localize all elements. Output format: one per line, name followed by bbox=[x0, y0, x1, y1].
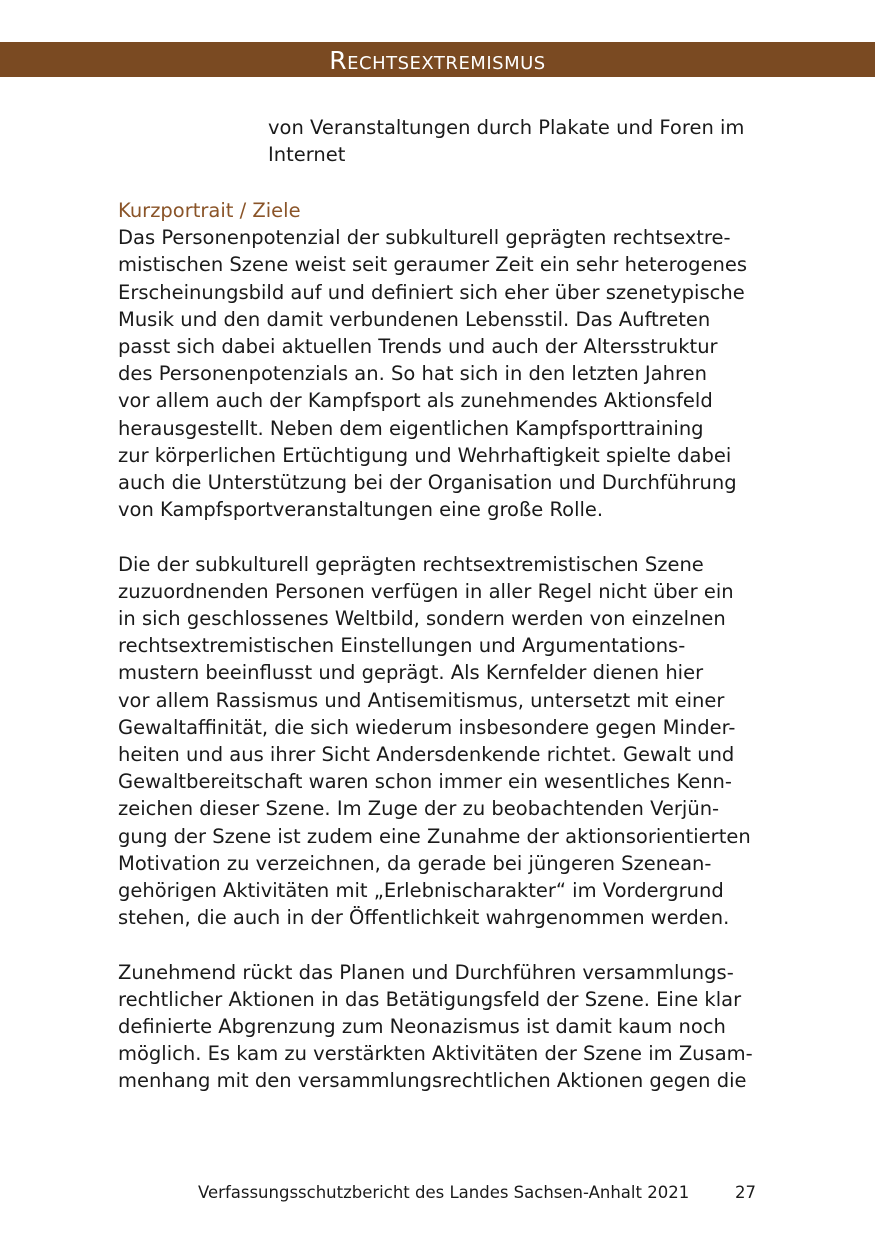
section-heading: Kurzportrait / Ziele bbox=[118, 199, 301, 222]
paragraph-1 bbox=[118, 224, 778, 523]
chapter-title: Rechtsextremismus bbox=[329, 46, 546, 75]
paragraph-line: vor allem auch der Kampfsport als zunehmendes Aktionsfeld bbox=[118, 389, 713, 413]
paragraph-line: Das Personenpotenzial der subkulturell geprägten rechtsextre- bbox=[118, 226, 731, 250]
paragraph-line: Gewaltbereitschaft waren schon immer ein wesentliches Kenn- bbox=[118, 770, 732, 794]
paragraph-line: zeichen dieser Szene. Im Zuge der zu beobachtenden Verjün- bbox=[118, 797, 720, 821]
paragraph-line: vor allem Rassismus und Antisemitismus, untersetzt mit einer bbox=[118, 688, 725, 712]
paragraph-3 bbox=[118, 959, 778, 1095]
paragraph-line: passt sich dabei aktuellen Trends und auch der Altersstruktur bbox=[118, 335, 718, 359]
paragraph-line: mustern beeinflusst und geprägt. Als Kernfelder dienen hier bbox=[118, 661, 704, 685]
paragraph-line: gung der Szene ist zudem eine Zunahme der aktionsorientierten bbox=[118, 824, 751, 848]
paragraph-line: Gewaltaffinität, die sich wiederum insbesondere gegen Minder- bbox=[118, 715, 736, 739]
main-text-column bbox=[118, 197, 778, 1095]
page-number: 27 bbox=[735, 1183, 756, 1202]
footer-source-title: Verfassungsschutzbericht des Landes Sachsen-Anhalt 2021 bbox=[198, 1183, 690, 1202]
paragraph-2 bbox=[118, 551, 778, 932]
paragraph-line: menhang mit den versammlungsrechtlichen Aktionen gegen die bbox=[118, 1069, 747, 1093]
continued-line: Internet bbox=[268, 143, 346, 167]
paragraph-line: Erscheinungsbild auf und definiert sich eher über szenetypische bbox=[118, 280, 745, 304]
paragraph-line: herausgestellt. Neben dem eigentlichen Kampfsporttraining bbox=[118, 416, 704, 440]
paragraph-line: mistischen Szene weist seit geraumer Zeit ein sehr heterogenes bbox=[118, 253, 748, 277]
paragraph-line: gehörigen Aktivitäten mit „Erlebnischarakter“ im Vordergrund bbox=[118, 879, 724, 903]
paragraph-line: Die der subkulturell geprägten rechtsextremistischen Szene bbox=[118, 552, 704, 576]
paragraph-line: heiten und aus ihrer Sicht Andersdenkende richtet. Gewalt und bbox=[118, 743, 735, 767]
paragraph-line: rechtsextremistischen Einstellungen und Argumentations- bbox=[118, 634, 686, 658]
paragraph-line: zur körperlichen Ertüchtigung und Wehrhaftigkeit spielte dabei bbox=[118, 443, 732, 467]
paragraph-line: Zunehmend rückt das Planen und Durchführen versammlungs- bbox=[118, 960, 734, 984]
paragraph-line: in sich geschlossenes Weltbild, sondern werden von einzelnen bbox=[118, 607, 726, 631]
paragraph-line: zuzuordnenden Personen verfügen in aller Regel nicht über ein bbox=[118, 579, 734, 603]
paragraph-line: Musik und den damit verbundenen Lebensstil. Das Auftreten bbox=[118, 307, 711, 331]
paragraph-line: möglich. Es kam zu verstärkten Aktivitäten der Szene im Zusam- bbox=[118, 1042, 753, 1066]
paragraph-line: von Kampfsportveranstaltungen eine große Rolle. bbox=[118, 498, 604, 522]
paragraph-line: definierte Abgrenzung zum Neonazismus ist damit kaum noch bbox=[118, 1015, 726, 1039]
paragraph-line: des Personenpotenzials an. So hat sich in den letzten Jahren bbox=[118, 362, 707, 386]
paragraph-line: auch die Unterstützung bei der Organisation und Durchführung bbox=[118, 471, 737, 495]
continued-text bbox=[268, 114, 768, 168]
paragraph-line: stehen, die auch in der Öffentlichkeit wahrgenommen werden. bbox=[118, 906, 730, 930]
continued-line: von Veranstaltungen durch Plakate und Foren im bbox=[268, 116, 745, 139]
paragraph-line: Motivation zu verzeichnen, da gerade bei jüngeren Szenean- bbox=[118, 851, 712, 875]
paragraph-line: rechtlicher Aktionen in das Betätigungsfeld der Szene. Eine klar bbox=[118, 987, 742, 1011]
chapter-header-band bbox=[0, 42, 875, 77]
